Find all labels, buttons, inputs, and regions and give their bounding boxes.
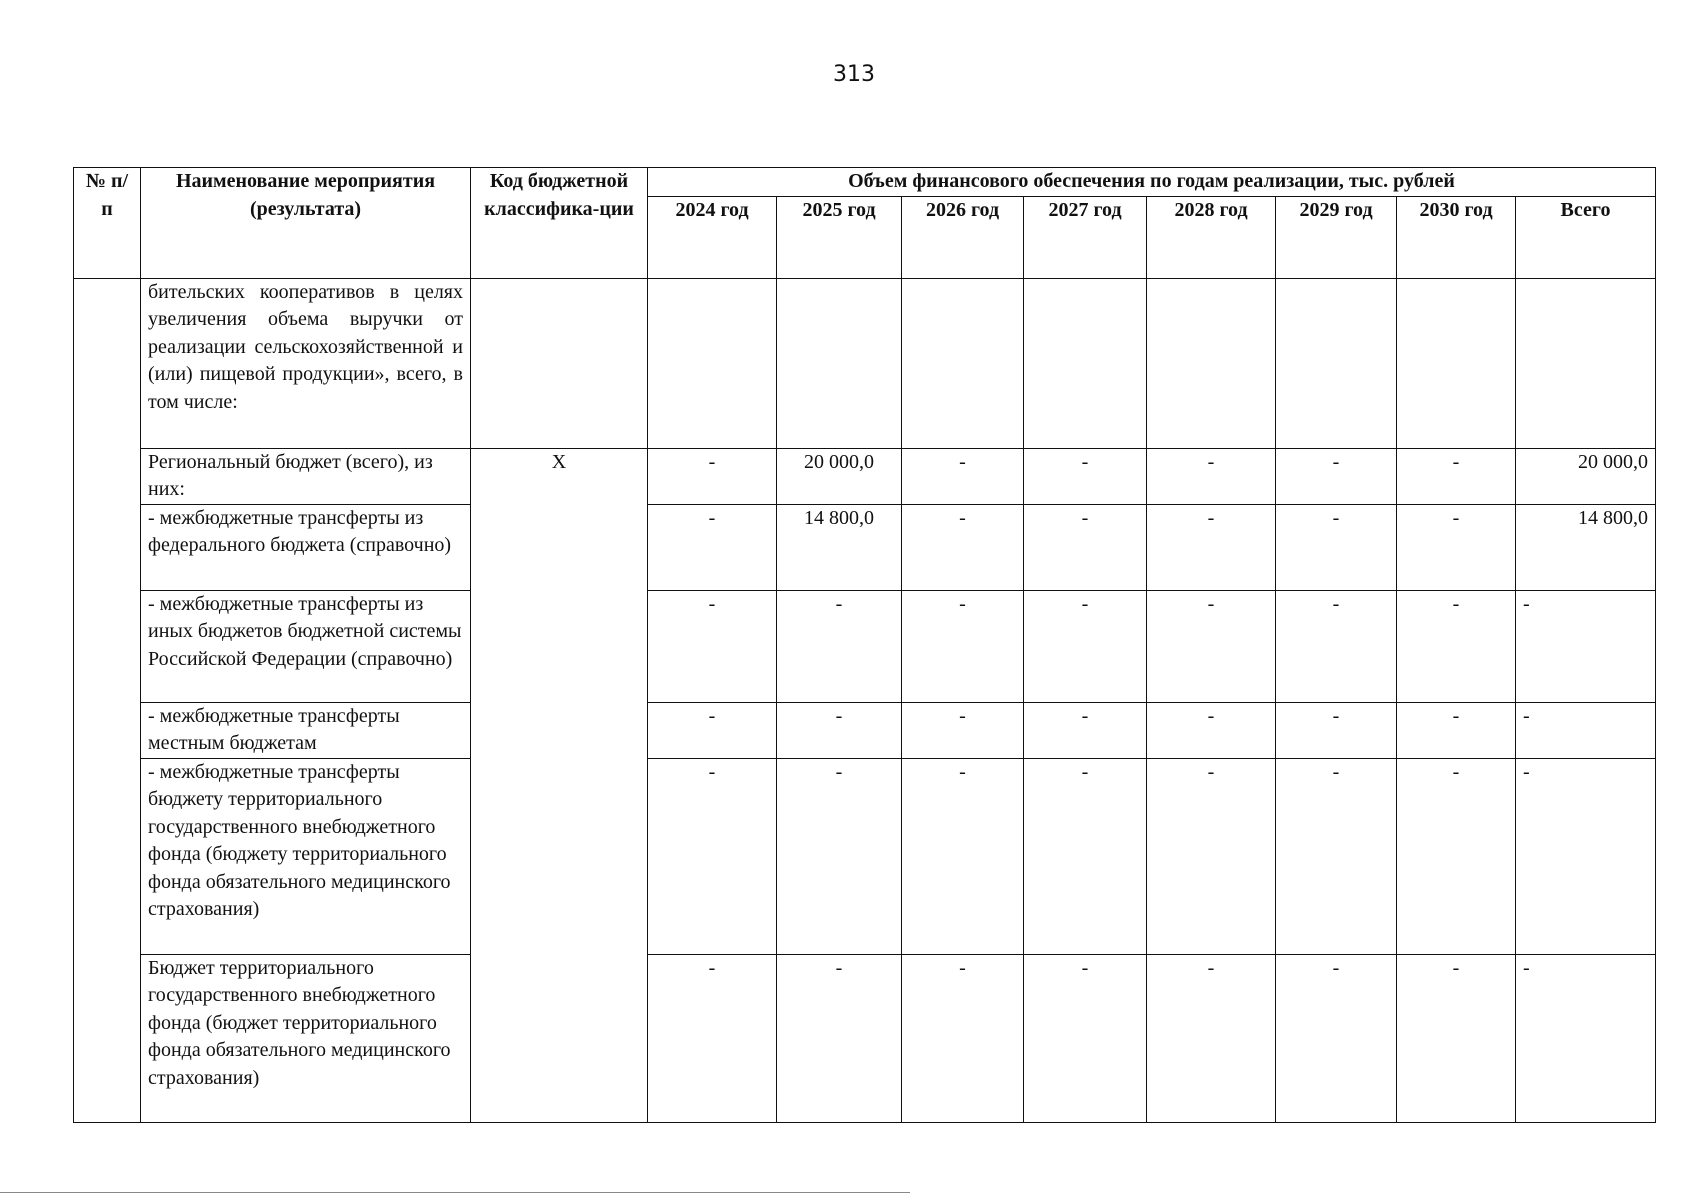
header-total: Всего	[1516, 196, 1656, 278]
header-year-2029: 2029 год	[1276, 196, 1397, 278]
cell-value: -	[1024, 954, 1147, 1122]
cell-value: -	[1147, 954, 1276, 1122]
header-year-2030: 2030 год	[1397, 196, 1516, 278]
header-year-2028: 2028 год	[1147, 196, 1276, 278]
row-name: бительских кооперативов в целях увеличения объема выручки от реализации сельскохозяйственной и (или) пищевой продукции», всего, в том числе:	[141, 278, 471, 448]
cell-value: -	[1397, 758, 1516, 954]
cell-value	[1147, 278, 1276, 448]
cell-total: 14 800,0	[1516, 504, 1656, 590]
cell-value: -	[902, 758, 1024, 954]
cell-value: 14 800,0	[777, 504, 902, 590]
cell-value: -	[648, 448, 777, 504]
header-code: Код бюджетной классифика-ции	[471, 168, 648, 279]
row-name: Бюджет территориального государственного внебюджетного фонда (бюджет территориального фонда обязательного медицинского страхования)	[141, 954, 471, 1122]
cell-value: -	[902, 590, 1024, 702]
table-row	[74, 702, 1656, 758]
page-number: 313	[833, 62, 875, 87]
table-row	[74, 590, 1656, 702]
cell-value	[902, 278, 1024, 448]
row-code: X	[471, 448, 648, 1122]
cell-value: -	[1397, 702, 1516, 758]
table-row	[74, 504, 1656, 590]
cell-value: -	[902, 702, 1024, 758]
cell-total: -	[1516, 702, 1656, 758]
row-number-cell	[74, 278, 141, 1122]
cell-value: -	[1147, 504, 1276, 590]
row-code	[471, 278, 648, 448]
cell-value: -	[1024, 702, 1147, 758]
row-name: - межбюджетные трансферты местным бюджетам	[141, 702, 471, 758]
table-row	[74, 278, 1656, 448]
row-name: - межбюджетные трансферты из иных бюджетов бюджетной системы Российской Федерации (справочно)	[141, 590, 471, 702]
cell-value: -	[902, 504, 1024, 590]
cell-value: -	[1024, 758, 1147, 954]
cell-value: -	[1397, 448, 1516, 504]
cell-value: -	[1024, 504, 1147, 590]
cell-value: -	[902, 448, 1024, 504]
cell-value: -	[777, 702, 902, 758]
cell-value: -	[1276, 758, 1397, 954]
page-bottom-rule	[0, 1192, 910, 1193]
cell-value: -	[1024, 448, 1147, 504]
table-row	[74, 954, 1656, 1122]
cell-value: -	[1147, 448, 1276, 504]
cell-value: -	[648, 954, 777, 1122]
cell-value: -	[777, 590, 902, 702]
cell-value: -	[1276, 590, 1397, 702]
cell-value: -	[1147, 758, 1276, 954]
cell-value	[1276, 278, 1397, 448]
row-name: - межбюджетные трансферты из федерального бюджета (справочно)	[141, 504, 471, 590]
cell-value: -	[1397, 590, 1516, 702]
cell-value: -	[1397, 954, 1516, 1122]
header-year-2027: 2027 год	[1024, 196, 1147, 278]
table-row	[74, 448, 1656, 504]
cell-total: -	[1516, 954, 1656, 1122]
row-name: - межбюджетные трансферты бюджету территориального государственного внебюджетного фонда (бюджету территориального фонда обязательного медицинского страхования)	[141, 758, 471, 954]
financing-table	[73, 167, 1656, 1123]
cell-value: -	[648, 702, 777, 758]
cell-value	[648, 278, 777, 448]
cell-value: -	[1276, 504, 1397, 590]
cell-value: -	[1024, 590, 1147, 702]
cell-value: 20 000,0	[777, 448, 902, 504]
header-name: Наименование мероприятия (результата)	[141, 168, 471, 279]
cell-total: 20 000,0	[1516, 448, 1656, 504]
cell-value: -	[902, 954, 1024, 1122]
header-year-2026: 2026 год	[902, 196, 1024, 278]
cell-total: -	[1516, 590, 1656, 702]
header-year-2025: 2025 год	[777, 196, 902, 278]
cell-value	[1516, 278, 1656, 448]
header-year-2024: 2024 год	[648, 196, 777, 278]
table-row	[74, 758, 1656, 954]
cell-value	[1024, 278, 1147, 448]
cell-value: -	[1276, 448, 1397, 504]
cell-value	[1397, 278, 1516, 448]
header-num: № п/п	[74, 168, 141, 279]
cell-value: -	[1276, 954, 1397, 1122]
header-row-1	[74, 168, 1656, 197]
cell-value: -	[648, 758, 777, 954]
row-name: Региональный бюджет (всего), из них:	[141, 448, 471, 504]
cell-value: -	[1147, 702, 1276, 758]
cell-value	[777, 278, 902, 448]
cell-total: -	[1516, 758, 1656, 954]
cell-value: -	[648, 504, 777, 590]
cell-value: -	[1276, 702, 1397, 758]
cell-value: -	[1147, 590, 1276, 702]
header-volume: Объем финансового обеспечения по годам реализации, тыс. рублей	[648, 168, 1656, 197]
cell-value: -	[777, 954, 902, 1122]
cell-value: -	[777, 758, 902, 954]
cell-value: -	[1397, 504, 1516, 590]
cell-value: -	[648, 590, 777, 702]
